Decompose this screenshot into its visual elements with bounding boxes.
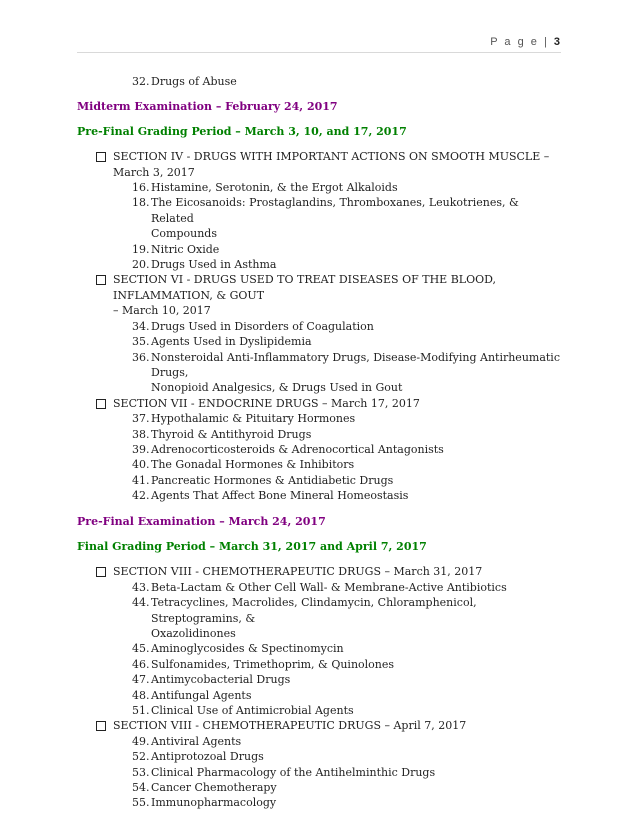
item-text: Drugs Used in Disorders of Coagulation <box>151 319 374 333</box>
item-text: Agents That Affect Bone Mineral Homeostasis <box>151 489 409 503</box>
page-separator: | <box>543 36 549 48</box>
section-title: SECTION IV - DRUGS WITH IMPORTANT ACTIONS ON SMOOTH MUSCLE – March 3, 2017 <box>113 150 550 179</box>
list-item <box>77 580 561 595</box>
list-item <box>77 473 561 488</box>
section-title: SECTION VII - ENDOCRINE DRUGS – March 17, 2017 <box>113 396 420 410</box>
page-header <box>490 36 560 48</box>
item-number: 39. <box>132 442 150 456</box>
list-item <box>77 795 561 810</box>
item-number: 54. <box>132 781 150 795</box>
item-text-continued: Compounds <box>151 227 217 241</box>
item-number: 51. <box>132 704 150 718</box>
item-number: 55. <box>132 796 150 810</box>
list-item <box>77 672 561 687</box>
section-block <box>77 149 561 180</box>
item-text: The Gonadal Hormones & Inhibitors <box>151 458 355 472</box>
list-item <box>77 734 561 749</box>
item-number: 36. <box>132 350 150 364</box>
item-text: Cancer Chemotherapy <box>151 781 277 795</box>
item-text: The Eicosanoids: Prostaglandins, Thromboxanes, Leukotrienes, & Related <box>151 196 519 225</box>
checkbox-icon <box>96 275 106 285</box>
item-number: 47. <box>132 673 150 687</box>
item-text: Clinical Pharmacology of the Antihelminthic Drugs <box>151 765 436 779</box>
item-text: Nitric Oxide <box>151 242 220 256</box>
list-item <box>77 595 561 641</box>
list-item <box>77 657 561 672</box>
section-block <box>77 272 561 303</box>
item-text: Aminoglycosides & Spectinomycin <box>151 642 344 656</box>
item-text: Sulfonamides, Trimethoprim, & Quinolones <box>151 657 395 671</box>
item-number: 35. <box>132 335 150 349</box>
item-number: 41. <box>132 473 150 487</box>
item-number: 43. <box>132 580 150 594</box>
item-text: Hypothalamic & Pituitary Hormones <box>151 412 356 426</box>
checkbox-icon <box>96 721 106 731</box>
midterm-heading: Midterm Examination – February 24, 2017 <box>77 100 338 114</box>
section-title: SECTION VIII - CHEMOTHERAPEUTIC DRUGS – March 31, 2017 <box>113 565 483 579</box>
item-text: Tetracyclines, Macrolides, Clindamycin, Chloramphenicol, Streptogramins, & <box>151 596 477 625</box>
list-item <box>77 442 561 457</box>
list-item <box>77 350 561 396</box>
item-text: Histamine, Serotonin, & the Ergot Alkaloids <box>151 181 398 195</box>
page-number: 3 <box>553 36 560 48</box>
item-number: 18. <box>132 196 150 210</box>
list-item <box>77 457 561 472</box>
prefinal-exam-heading: Pre-Final Examination – March 24, 2017 <box>77 514 326 528</box>
list-item <box>77 411 561 426</box>
item-number: 37. <box>132 412 150 426</box>
item-number: 20. <box>132 258 150 272</box>
item-text: Antiprotozoal Drugs <box>151 750 264 764</box>
item-text: Adrenocorticosteroids & Adrenocortical Antagonists <box>151 442 444 456</box>
item-text-continued: Oxazolidinones <box>151 627 236 640</box>
item-number: 19. <box>132 242 150 256</box>
section-block <box>77 396 561 411</box>
list-item <box>77 703 561 718</box>
item-number: 32. <box>132 75 150 88</box>
checkbox-icon <box>96 399 106 409</box>
checkbox-icon <box>96 567 106 577</box>
item-number: 49. <box>132 734 150 748</box>
list-item <box>77 749 561 764</box>
section-block <box>77 564 561 579</box>
header-divider <box>77 52 561 53</box>
item-text: Immunopharmacology <box>151 796 277 810</box>
list-item <box>77 488 561 503</box>
list-item <box>77 427 561 442</box>
list-item <box>77 195 561 241</box>
list-item <box>77 765 561 780</box>
list-item <box>77 319 561 334</box>
item-text: Nonsteroidal Anti-Inflammatory Drugs, Disease-Modifying Antirheumatic Drugs, <box>151 350 560 379</box>
item-number: 45. <box>132 642 150 656</box>
checkbox-icon <box>96 152 106 162</box>
list-item <box>77 641 561 656</box>
list-item <box>77 334 561 349</box>
item-text-continued: Nonopioid Analgesics, & Drugs Used in Gout <box>151 381 403 395</box>
list-item <box>77 780 561 795</box>
item-number: 46. <box>132 657 150 671</box>
item-number: 38. <box>132 427 150 441</box>
list-item <box>77 180 561 195</box>
item-number: 44. <box>132 596 150 610</box>
item-text: Pancreatic Hormones & Antidiabetic Drugs <box>151 473 394 487</box>
section-title: SECTION VI - DRUGS USED TO TREAT DISEASES OF THE BLOOD, INFLAMMATION, & GOUT <box>113 273 497 302</box>
section-block <box>77 718 561 733</box>
page-label: P a g e <box>490 36 539 48</box>
item-text: Antiviral Agents <box>151 734 242 748</box>
item-text: Agents Used in Dyslipidemia <box>151 335 312 349</box>
prefinal-period-heading: Pre-Final Grading Period – March 3, 10, and 17, 2017 <box>77 124 407 138</box>
list-item <box>77 257 561 272</box>
section-title-continued: – March 10, 2017 <box>113 304 211 318</box>
item-text: Antifungal Agents <box>151 688 252 702</box>
item-number: 16. <box>132 181 150 195</box>
item-number: 53. <box>132 765 150 779</box>
item-number: 34. <box>132 319 150 333</box>
item-number: 52. <box>132 750 150 764</box>
item-text: Drugs Used in Asthma <box>151 258 277 272</box>
document-body <box>77 74 561 811</box>
item-number: 42. <box>132 489 150 503</box>
list-item <box>77 688 561 703</box>
list-item <box>77 74 561 89</box>
item-text: Antimycobacterial Drugs <box>151 673 291 687</box>
item-text: Beta-Lactam & Other Cell Wall- & Membrane-Active Antibiotics <box>151 580 507 594</box>
item-number: 48. <box>132 688 150 702</box>
item-text: Thyroid & Antithyroid Drugs <box>151 427 312 441</box>
final-period-heading: Final Grading Period – March 31, 2017 and April 7, 2017 <box>77 539 427 553</box>
list-item <box>77 242 561 257</box>
item-number: 40. <box>132 458 150 472</box>
item-text: Drugs of Abuse <box>151 75 237 88</box>
section-title: SECTION VIII - CHEMOTHERAPEUTIC DRUGS – April 7, 2017 <box>113 719 467 733</box>
item-text: Clinical Use of Antimicrobial Agents <box>151 704 354 718</box>
